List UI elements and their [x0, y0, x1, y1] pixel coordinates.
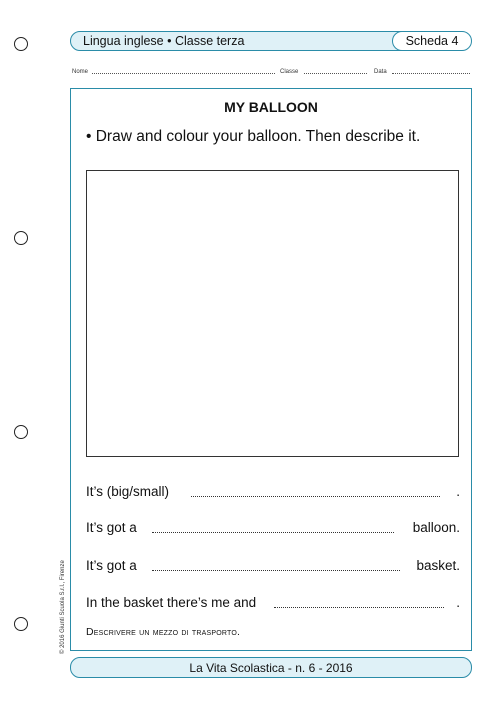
binder-hole: [14, 231, 28, 245]
description-line[interactable]: [86, 482, 460, 502]
subject-label: Lingua inglese • Classe terza: [83, 34, 245, 48]
copyright-notice: © 2016 Giunti Scuola S.r.l., Firenze: [60, 560, 66, 654]
name-field[interactable]: [92, 73, 275, 74]
description-line[interactable]: [86, 518, 460, 538]
student-info-fields: [72, 68, 472, 78]
learning-objective: Descrivere un mezzo di trasporto.: [86, 626, 241, 638]
magazine-issue: La Vita Scolastica - n. 6 - 2016: [189, 661, 353, 675]
class-field[interactable]: [304, 73, 367, 74]
line-suffix: balloon.: [412, 520, 460, 535]
class-label: Classe: [280, 69, 299, 75]
header-bar: [70, 31, 472, 51]
line-suffix: .: [456, 595, 460, 610]
line-prefix: It’s got a: [86, 558, 137, 573]
fill-in-blank[interactable]: [274, 607, 444, 608]
name-label: Nome: [72, 69, 89, 75]
line-prefix: It’s got a: [86, 520, 137, 535]
sheet-number: Scheda 4: [405, 34, 459, 48]
line-prefix: In the basket there’s me and: [86, 595, 257, 610]
instruction-text: • Draw and colour your balloon. Then describe it.: [86, 128, 421, 145]
description-line[interactable]: [86, 593, 460, 613]
date-field[interactable]: [392, 73, 470, 74]
sheet-number-box: [392, 31, 472, 51]
binder-hole: [14, 617, 28, 631]
binder-hole: [14, 37, 28, 51]
date-label: Data: [374, 69, 387, 75]
fill-in-blank[interactable]: [191, 496, 440, 497]
fill-in-blank[interactable]: [152, 532, 394, 533]
line-suffix: basket.: [416, 558, 460, 573]
description-line[interactable]: [86, 556, 460, 576]
line-prefix: It’s (big/small): [86, 484, 170, 499]
line-suffix: .: [456, 484, 460, 499]
fill-in-blank[interactable]: [152, 570, 400, 571]
drawing-area[interactable]: [86, 170, 459, 457]
binder-hole: [14, 425, 28, 439]
worksheet-title: MY BALLOON: [224, 99, 318, 115]
footer-bar: [70, 657, 472, 678]
